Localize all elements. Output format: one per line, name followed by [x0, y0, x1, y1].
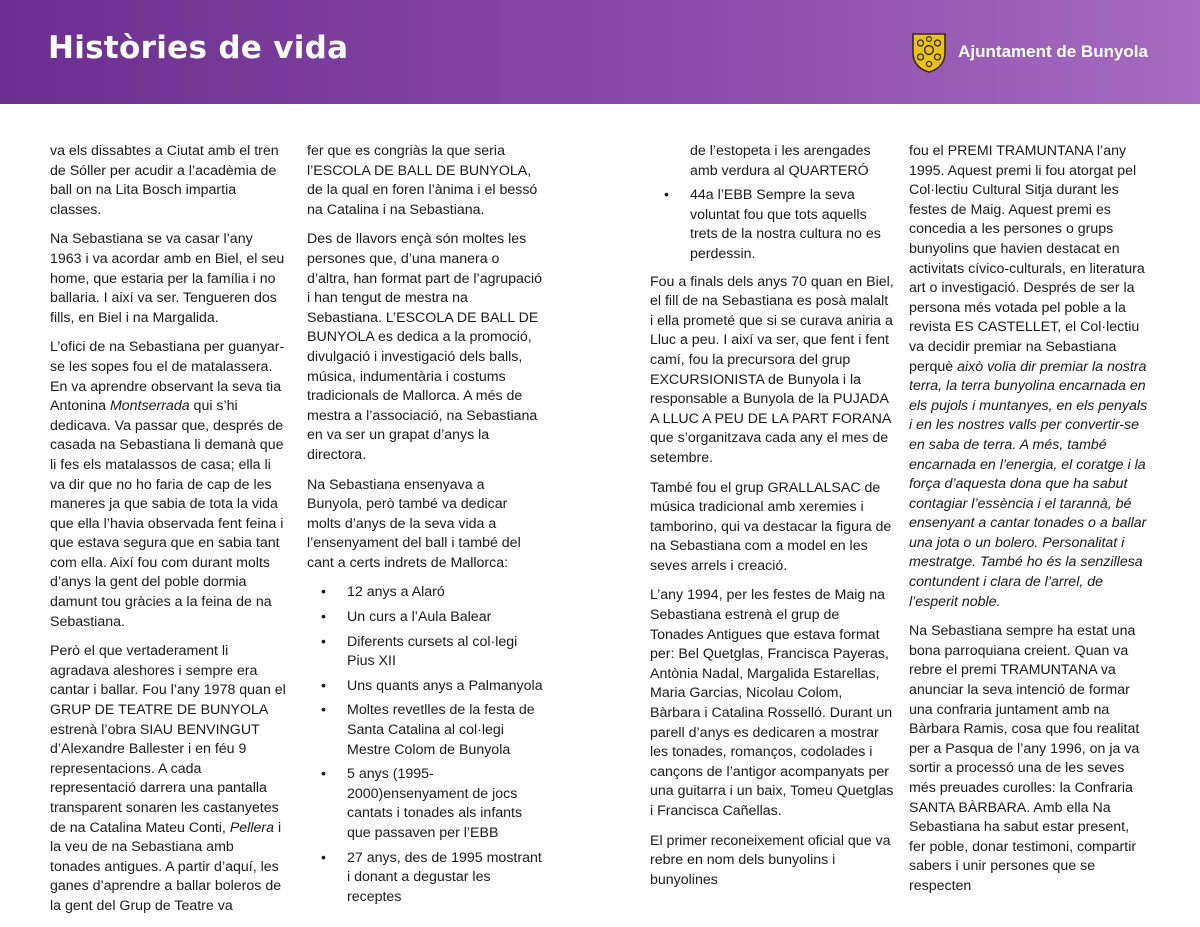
bullet-list — [650, 142, 894, 265]
list-item: • 5 anys (1995-2000)ensenyament de jocs cantats i tonades als infants que passaven per l’EBB — [307, 765, 543, 843]
organization-name: Ajuntament de Bunyola — [958, 42, 1148, 61]
bullet-list — [307, 583, 543, 907]
paragraph: L’any 1994, per les festes de Maig na Sebastiana estrenà el grup de Tonades Antigues que estava format per: Bel Quetglas, Francisca Payeras, Antònia Nadal, Margalida Estarellas, Maria Garcias, Nicolau Colom, Bàrbara i Catalina Rosselló. Durant un parell d’anys es dedicaren a mostrar les tonades, romanços, codolades i cançons de l’antigor acompanyats per una guitarra i un baix, Tomeu Quetglas i Francisca Cañellas. — [650, 587, 894, 819]
list-item: • 27 anys, des de 1995 mostrant i donant a degustar les receptes — [307, 849, 543, 908]
text-column-4 — [909, 142, 1149, 907]
header-banner — [0, 0, 1200, 104]
municipal-seal-icon — [909, 31, 949, 73]
paragraph: Però el que vertaderament li agradava aleshores i sempre era cantar i ballar. Fou l’any 1978 quan el GRUP DE TEATRE DE BUNYOLA estrenà l’obra SIAU BENVINGUT d’Alexandre Ballester i en féu 9 representacions. A cada representació darrera una pantalla transparent sonaren les castanyetes de na Catalina Mateu Conti, Pellera i la veu de na Sebastiana amb tonades antigues. A partir d’aquí, les ganes d’aprendre a ballar boleros de la gent del Grup de Teatre va — [50, 643, 286, 914]
paragraph: fer que es congriàs la que seria l’ESCOLA DE BALL DE BUNYOLA, de la qual en foren l’ànima i el bessó na Catalina i na Sebastiana. — [307, 143, 538, 218]
list-item: • 12 anys a Alaró — [307, 583, 543, 603]
list-item: • 44a l’EBB Sempre la seva voluntat fou que tots aquells trets de la nostra cultura no es perdessin. — [650, 186, 894, 264]
paragraph: va els dissabtes a Ciutat amb el tren de Sóller per acudir a l’acadèmia de ball on na Lita Bosch impartia classes. — [50, 143, 279, 218]
paragraph: També fou el grup GRALLALSAC de música tradicional amb xeremies i tamborino, qui va destacar la figura de na Sebastiana com a model en les seves arrels i creació. — [650, 479, 892, 574]
list-item: • Diferents cursets al col·legi Pius XII — [307, 633, 543, 672]
organization-brand — [909, 31, 1148, 73]
page-title: Històries de vida — [48, 30, 349, 66]
paragraph: Fou a finals dels anys 70 quan en Biel, el fill de na Sebastiana es posà malalt i ella prometé que si se curava aniria a Lluc a peu. I així va ser, que fent i fent camí, fou la precursora del grup EXCURSIONISTA de Bunyola i la responsable a Bunyola de la PUJADA A LLUC A PEU DE LA PART FORANA que s’organitzava cada any el mes de setembre. — [650, 273, 894, 466]
paragraph: Na Sebastiana ensenyava a Bunyola, però també va dedicar molts d’anys de la seva vida a l’ensenyament del ball i també del cant a certs indrets de Mallorca: — [307, 476, 521, 571]
paragraph: Na Sebastiana se va casar l’any 1963 i va acordar amb en Biel, el seu home, que estaria per la família i no ballaria. I així va ser. Tengueren dos fills, en Biel i na Margalida. — [50, 231, 285, 326]
list-item: • Uns quants anys a Palmanyola — [307, 677, 543, 697]
text-column-3 — [650, 142, 894, 900]
paragraph: L’ofici de na Sebastiana per guanyar-se les sopes fou el de matalassera. En va aprendre observant la seva tia Antonina Montserrada qui s’hi dedicava. Va passar que, després de casada na Sebastiana li demanà que li fes els matalassos de casa; ella li va dir que no ho faria de cap de les maneres ja que sabia de tota la vida que ella l’havia observada fent feina i que estava segura que en sabia tant com ella. Així fou com durant molts d’anys la gent del poble dormia damunt tou gràcies a la feina de na Sebastiana. — [50, 339, 285, 630]
paragraph: Na Sebastiana sempre ha estat una bona parroquiana creient. Quan va rebre el premi TRAMUNTANA va anunciar la seva intenció de formar una confraria juntament amb na Bàrbara Ramis, cosa que fou realitat per a Pasqua de l’any 1996, on ja va sortir a processó una de les seves més preuades curolles: la Confraria SANTA BÀRBARA. Amb ella Na Sebastiana ha sabut estar present, fer poble, donar testimoni, compartir sabers i unir persones que se respecten — [909, 623, 1140, 894]
list-item-continued: de l’estopeta i les arengades amb verdura al QUARTERÓ — [690, 143, 871, 179]
list-item: • Moltes revetlles de la festa de Santa Catalina al col·legi Mestre Colom de Bunyola — [307, 701, 543, 760]
text-column-1 — [50, 142, 286, 927]
text-column-2 — [307, 142, 543, 912]
paragraph: Des de llavors ençà són moltes les persones que, d’una manera o d’altra, han format part de l’agrupació i han tengut de mestra na Sebastiana. L’ESCOLA DE BALL DE BUNYOLA es dedica a la promoció, divulgació i investigació dels balls, música, indumentària i costums tradicionals de Mallorca. A més de mestra a l’associació, na Sebastiana en va ser un grapat d’anys la directora. — [307, 231, 543, 463]
paragraph: fou el PREMI TRAMUNTANA l’any 1995. Aquest premi li fou atorgat pel Col·lectiu Cultural Sitja durant les festes de Maig. Aquest premi es concedia a les persones o grups bunyolins que havien destacat en activitats cívico-culturals, en literatura art o investigació. Després de ser la persona més votada pel poble a la revista ES CASTELLET, el Col·lectiu va decidir premiar na Sebastiana perquè això volia dir premiar la nostra terra, la terra bunyolina encarnada en els pujols i muntanyes, en els penyals i en les nostres valls per convertir-se en saba de terra. A més, també encarnada en l’energia, el coratge i la força d’aquesta dona que ha sabut contagiar l’essència i el tarannà, bé ensenyant a cantar tonades o a ballar una jota o un bolero. Personalitat i mestratge. També ho és la senzillesa contundent i clara de l’arrel, de l’esperit noble. — [909, 143, 1148, 610]
paragraph: El primer reconeixement oficial que va rebre en nom dels bunyolins i bunyolines — [650, 832, 891, 888]
list-item: • Un curs a l’Aula Balear — [307, 608, 543, 628]
